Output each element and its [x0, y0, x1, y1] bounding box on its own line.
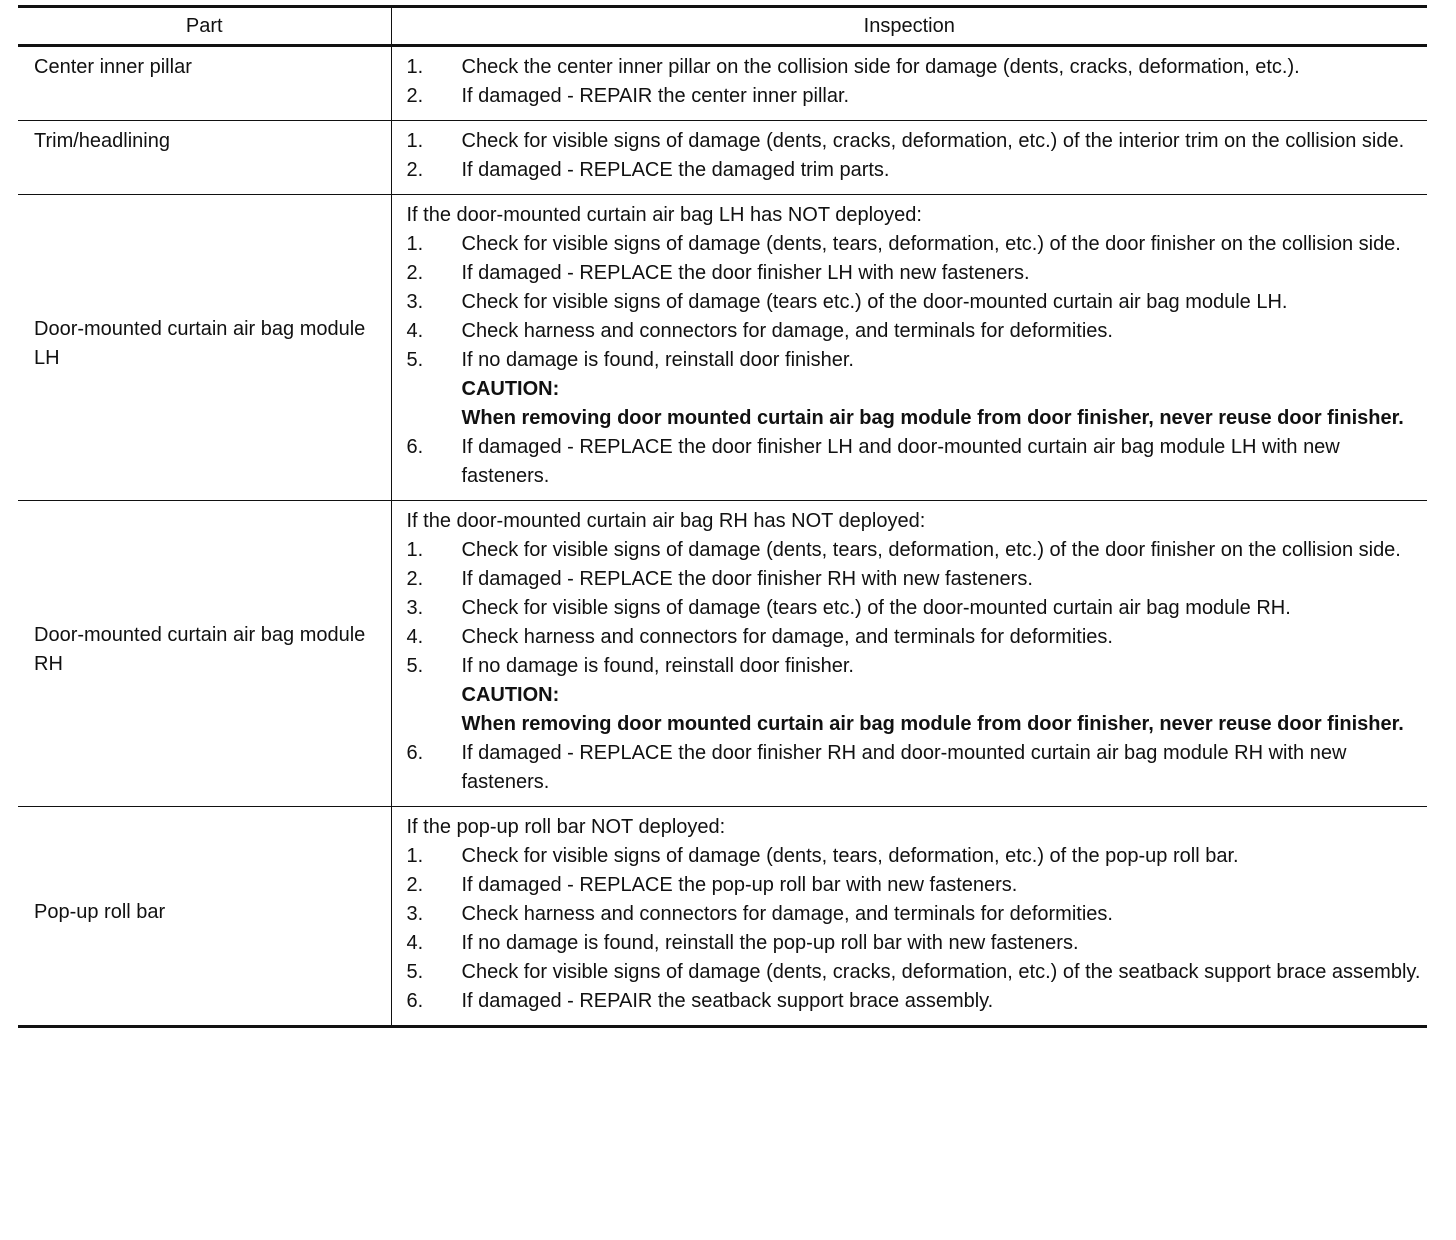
- step-number: 1.: [406, 56, 424, 78]
- caution-text: When removing door mounted curtain air bag module from door finisher, never reuse door finisher.: [461, 713, 1404, 735]
- step-number: 4.: [406, 932, 424, 954]
- step-item: [407, 127, 1422, 156]
- step-number: 1.: [406, 130, 424, 152]
- step-number: 6.: [406, 990, 424, 1012]
- step-item: [407, 929, 1422, 958]
- step-item: [407, 594, 1422, 623]
- step-text: Check harness and connectors for damage, and terminals for deformities.: [461, 320, 1113, 342]
- step-text: Check harness and connectors for damage, and terminals for deformities.: [461, 626, 1113, 648]
- step-text: If damaged - REPLACE the pop-up roll bar with new fasteners.: [461, 874, 1018, 896]
- part-cell: Door-mounted curtain air bag module RH: [18, 501, 391, 807]
- step-item: [407, 288, 1422, 317]
- step-item: [407, 433, 1422, 491]
- step-text: [462, 346, 1422, 433]
- table-row-curtain-air-bag-lh: [18, 195, 1427, 501]
- step-list: [407, 842, 1422, 1016]
- inspection-cell: [391, 121, 1427, 195]
- step-item: [407, 156, 1422, 185]
- step-number: 5.: [406, 655, 424, 677]
- table-row-curtain-air-bag-rh: [18, 501, 1427, 807]
- step-number: 1.: [406, 539, 424, 561]
- inspection-cell: [391, 807, 1427, 1027]
- step-item: [407, 871, 1422, 900]
- step-text: If damaged - REPAIR the center inner pillar.: [461, 85, 850, 107]
- step-text: If damaged - REPLACE the door finisher RH and door-mounted curtain air bag module RH with new fasteners.: [461, 742, 1347, 793]
- step-text: If damaged - REPLACE the door finisher LH and door-mounted curtain air bag module LH with new fasteners.: [461, 436, 1340, 487]
- step-text: Check for visible signs of damage (tears etc.) of the door-mounted curtain air bag module LH.: [461, 291, 1288, 313]
- step-item: [407, 900, 1422, 929]
- step-text: [462, 652, 1422, 739]
- inspection-intro: If the door-mounted curtain air bag LH has NOT deployed:: [406, 204, 922, 226]
- step-item: [407, 82, 1422, 111]
- table-row-pop-up-roll-bar: [18, 807, 1427, 1027]
- step-number: 6.: [406, 436, 424, 458]
- step-number: 6.: [406, 742, 424, 764]
- column-header-inspection: Inspection: [391, 7, 1427, 46]
- table-header-row: [18, 7, 1427, 46]
- step-text: If damaged - REPAIR the seatback support brace assembly.: [461, 990, 994, 1012]
- step-item: [407, 317, 1422, 346]
- step-number: 1.: [406, 845, 424, 867]
- step-number: 2.: [406, 262, 424, 284]
- step-text: Check for visible signs of damage (dents, tears, deformation, etc.) of the door finisher on the collision side.: [461, 233, 1401, 255]
- step-text: Check harness and connectors for damage, and terminals for deformities.: [461, 903, 1113, 925]
- step-item: [407, 536, 1422, 565]
- inspection-table: [18, 5, 1427, 1028]
- caution-label: CAUTION:: [461, 378, 560, 400]
- step-number: 3.: [406, 903, 424, 925]
- part-cell: Center inner pillar: [18, 46, 391, 121]
- step-list: [407, 230, 1422, 491]
- caution-text: When removing door mounted curtain air bag module from door finisher, never reuse door finisher.: [461, 407, 1404, 429]
- step-item: [407, 739, 1422, 797]
- part-cell: Pop-up roll bar: [18, 807, 391, 1027]
- step-number: 2.: [406, 85, 424, 107]
- inspection-cell: [391, 46, 1427, 121]
- step-text: Check for visible signs of damage (dents, cracks, deformation, etc.) of the interior trim on the collision side.: [461, 130, 1405, 152]
- step-item: [407, 987, 1422, 1016]
- table-row-trim-headlining: [18, 121, 1427, 195]
- inspection-intro: If the door-mounted curtain air bag RH has NOT deployed:: [406, 510, 926, 532]
- table-row-center-inner-pillar: [18, 46, 1427, 121]
- step-list: [407, 127, 1422, 185]
- inspection-cell: [391, 195, 1427, 501]
- step-number: 2.: [406, 568, 424, 590]
- part-cell: Trim/headlining: [18, 121, 391, 195]
- step-list: [407, 536, 1422, 797]
- step-number: 4.: [406, 626, 424, 648]
- step-number: 1.: [406, 233, 424, 255]
- step-number: 2.: [406, 159, 424, 181]
- step-item: [407, 623, 1422, 652]
- step-text: If damaged - REPLACE the door finisher LH with new fasteners.: [461, 262, 1030, 284]
- step-text: Check for visible signs of damage (dents, tears, deformation, etc.) of the pop-up roll bar.: [461, 845, 1239, 867]
- step-item: [407, 652, 1422, 739]
- step-item: [407, 53, 1422, 82]
- step-number: 4.: [406, 320, 424, 342]
- step-text-main: If no damage is found, reinstall door finisher.: [461, 655, 854, 677]
- inspection-cell: [391, 501, 1427, 807]
- caution-label: CAUTION:: [461, 684, 560, 706]
- step-item: [407, 346, 1422, 433]
- step-text: Check for visible signs of damage (dents, cracks, deformation, etc.) of the seatback support brace assembly.: [461, 961, 1421, 983]
- step-text: If damaged - REPLACE the damaged trim parts.: [461, 159, 890, 181]
- step-item: [407, 842, 1422, 871]
- step-text: If damaged - REPLACE the door finisher RH with new fasteners.: [461, 568, 1033, 590]
- part-cell: Door-mounted curtain air bag module LH: [18, 195, 391, 501]
- step-item: [407, 565, 1422, 594]
- step-number: 3.: [406, 597, 424, 619]
- step-text: Check the center inner pillar on the collision side for damage (dents, cracks, deformation, etc.).: [461, 56, 1300, 78]
- step-text: Check for visible signs of damage (tears etc.) of the door-mounted curtain air bag module RH.: [461, 597, 1291, 619]
- inspection-intro: If the pop-up roll bar NOT deployed:: [406, 816, 726, 838]
- column-header-part: Part: [18, 7, 391, 46]
- step-number: 5.: [406, 349, 424, 371]
- step-text: Check for visible signs of damage (dents, tears, deformation, etc.) of the door finisher on the collision side.: [461, 539, 1401, 561]
- step-item: [407, 958, 1422, 987]
- step-number: 2.: [406, 874, 424, 896]
- step-item: [407, 259, 1422, 288]
- step-number: 3.: [406, 291, 424, 313]
- step-text-main: If no damage is found, reinstall door finisher.: [461, 349, 854, 371]
- step-list: [407, 53, 1422, 111]
- step-text: If no damage is found, reinstall the pop-up roll bar with new fasteners.: [461, 932, 1079, 954]
- step-number: 5.: [406, 961, 424, 983]
- step-item: [407, 230, 1422, 259]
